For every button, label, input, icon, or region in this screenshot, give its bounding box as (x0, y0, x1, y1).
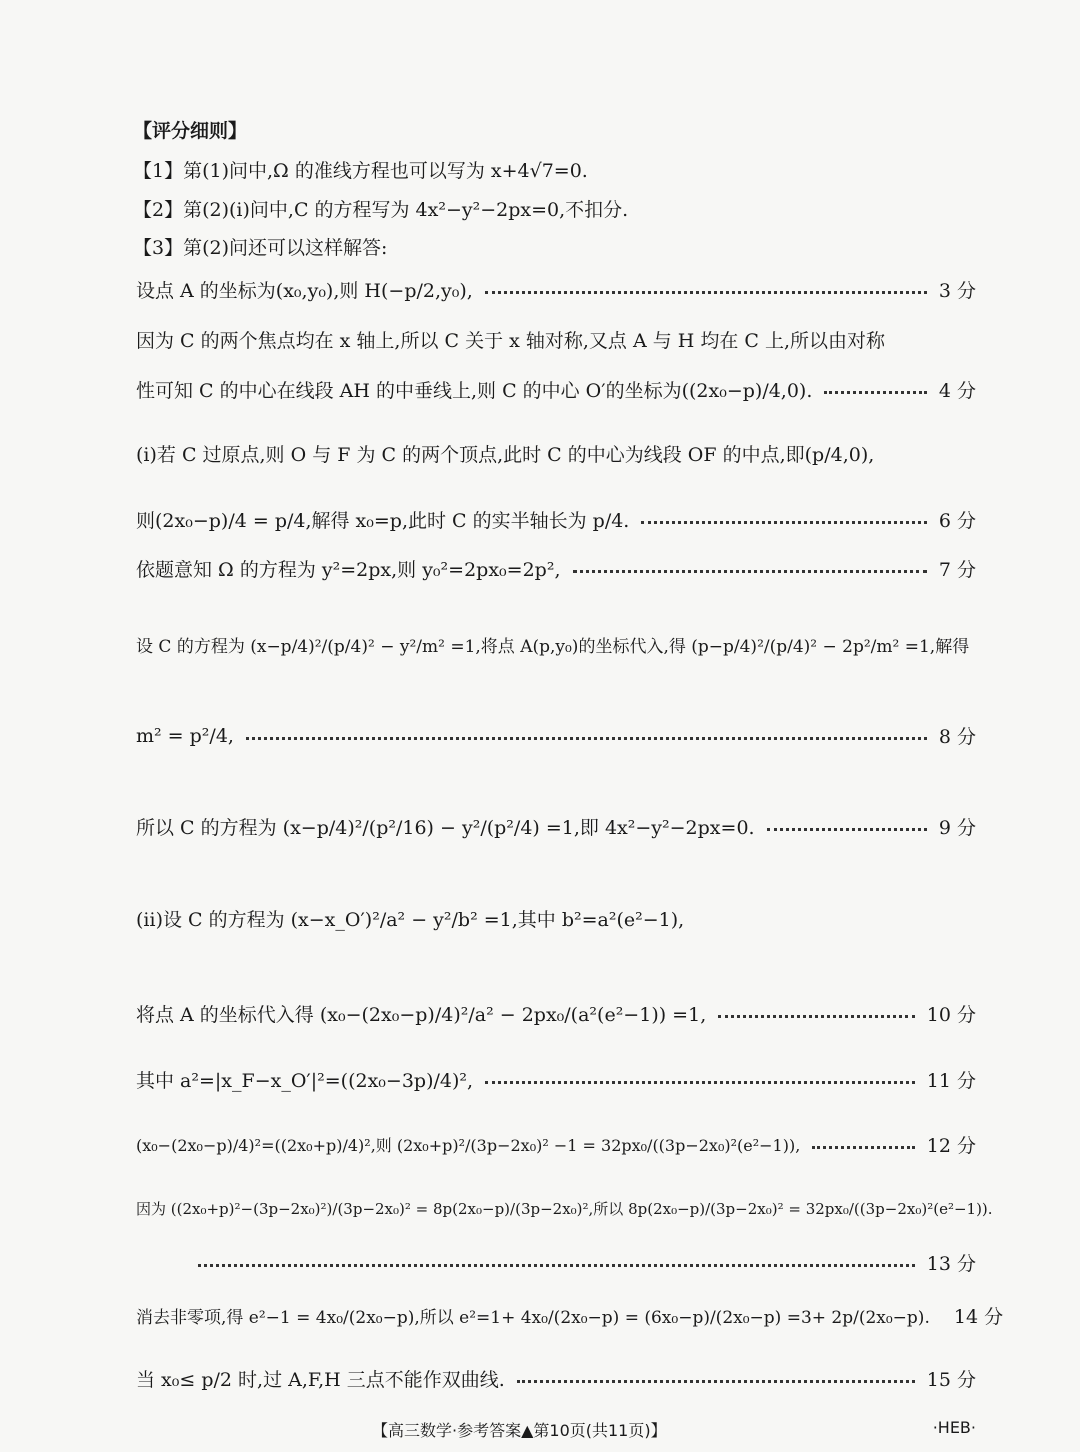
leader-dots (824, 391, 926, 394)
score-label: 14 分 (953, 1306, 1004, 1328)
solution-text: 将点 A 的坐标代入得 (x₀−(2x₀−p)/4)²/a² − 2px₀/(a²(e²−1)) =1, (136, 1004, 707, 1026)
section-heading: 【评分细则】 (133, 120, 248, 142)
solution-line (136, 1365, 976, 1392)
solution-text: 性可知 C 的中心在线段 AH 的中垂线上,则 C 的中心 O′的坐标为((2x₀−p)/4,0). (136, 380, 813, 402)
leader-dots (198, 1264, 915, 1267)
note-1: 【1】第(1)问中,Ω 的准线方程也可以写为 x+4√7=0. (133, 160, 588, 182)
leader-dots (641, 521, 927, 524)
solution-line (136, 326, 976, 353)
solution-line (136, 376, 976, 403)
leader-dots (485, 291, 927, 294)
solution-text: 当 x₀≤ p/2 时,过 A,F,H 三点不能作双曲线. (136, 1369, 505, 1391)
leader-dots (718, 1015, 915, 1018)
solution-text: (ⅰ)若 C 过原点,则 O 与 F 为 C 的两个顶点,此时 C 的中心为线段 OF 的中点,即(p/4,0), (136, 444, 875, 466)
solution-line (136, 506, 976, 533)
solution-text: (ⅱ)设 C 的方程为 (x−x_O′)²/a² − y²/b² =1,其中 b²=a²(e²−1), (136, 909, 685, 931)
leader-dots (485, 1081, 915, 1084)
solution-text: (x₀−(2x₀−p)/4)²=((2x₀+p)/4)²,则 (2x₀+p)²/(3p−2x₀)² −1 = 32px₀/((3p−2x₀)²(e²−1)), (136, 1136, 801, 1155)
solution-line (136, 276, 976, 303)
score-label: 7 分 (938, 559, 976, 581)
solution-line (136, 813, 976, 840)
leader-dots (812, 1146, 914, 1149)
solution-line (136, 1066, 976, 1093)
solution-text: 其中 a²=|x_F−x_O′|²=((2x₀−3p)/4)², (136, 1070, 474, 1092)
score-label: 13 分 (926, 1253, 976, 1275)
solution-text: 所以 C 的方程为 (x−p/4)²/(p²/16) − y²/(p²/4) =1,即 4x²−y²−2px=0. (136, 817, 755, 839)
solution-text: 则(2x₀−p)/4 = p/4,解得 x₀=p,此时 C 的实半轴长为 p/4. (136, 510, 630, 532)
score-label: 10 分 (926, 1004, 976, 1026)
solution-line (136, 905, 976, 932)
solution-text: 因为 C 的两个焦点均在 x 轴上,所以 C 关于 x 轴对称,又点 A 与 H 均在 C 上,所以由对称 (136, 330, 886, 352)
solution-text: 依题意知 Ω 的方程为 y²=2px,则 y₀²=2px₀=2p², (136, 559, 561, 581)
solution-text: 设点 A 的坐标为(x₀,y₀),则 H(−p/2,y₀), (136, 280, 473, 302)
solution-text: m² = p²/4, (136, 724, 234, 747)
score-label: 12 分 (926, 1135, 976, 1157)
leader-dots (246, 737, 927, 740)
solution-line (136, 1302, 1004, 1329)
score-label: 15 分 (926, 1369, 976, 1391)
solution-line (136, 1198, 993, 1219)
solution-text: 设 C 的方程为 (x−p/4)²/(p/4)² − y²/m² =1,将点 A(p,y₀)的坐标代入,得 (p−p/4)²/(p/4)² − 2p²/m² =1,解得 (136, 637, 970, 657)
note-3: 【3】第(2)问还可以这样解答: (133, 237, 388, 259)
solution-line (186, 1249, 976, 1276)
solution-line (136, 440, 976, 467)
solution-text: 因为 ((2x₀+p)²−(3p−2x₀)²)/(3p−2x₀)² = 8p(2x₀−p)/(3p−2x₀)²,所以 8p(2x₀−p)/(3p−2x₀)² = 32px₀/((3p−2x₀)²(e²−1)). (136, 1200, 993, 1218)
footer-code: ·HEB· (932, 1418, 976, 1437)
solution-text: 消去非零项,得 e²−1 = 4x₀/(2x₀−p),所以 e²=1+ 4x₀/(2x₀−p) = (6x₀−p)/(2x₀−p) =3+ 2p/(2x₀−p). (136, 1308, 930, 1328)
score-label: 9 分 (938, 817, 976, 839)
footer-page-info: 【高三数学·参考答案▲第10页(共11页)】 (372, 1421, 667, 1440)
score-label: 3 分 (938, 280, 976, 302)
solution-line (136, 1131, 976, 1158)
score-label: 8 分 (938, 726, 976, 748)
note-2: 【2】第(2)(ⅰ)问中,C 的方程写为 4x²−y²−2px=0,不扣分. (133, 199, 629, 221)
solution-line (136, 632, 976, 657)
score-label: 11 分 (926, 1070, 976, 1092)
leader-dots (517, 1380, 915, 1383)
solution-line (136, 1000, 976, 1027)
leader-dots (573, 570, 927, 573)
solution-line (136, 722, 976, 749)
score-label: 4 分 (938, 380, 976, 402)
score-label: 6 分 (938, 510, 976, 532)
solution-line (136, 555, 976, 582)
leader-dots (767, 828, 927, 831)
